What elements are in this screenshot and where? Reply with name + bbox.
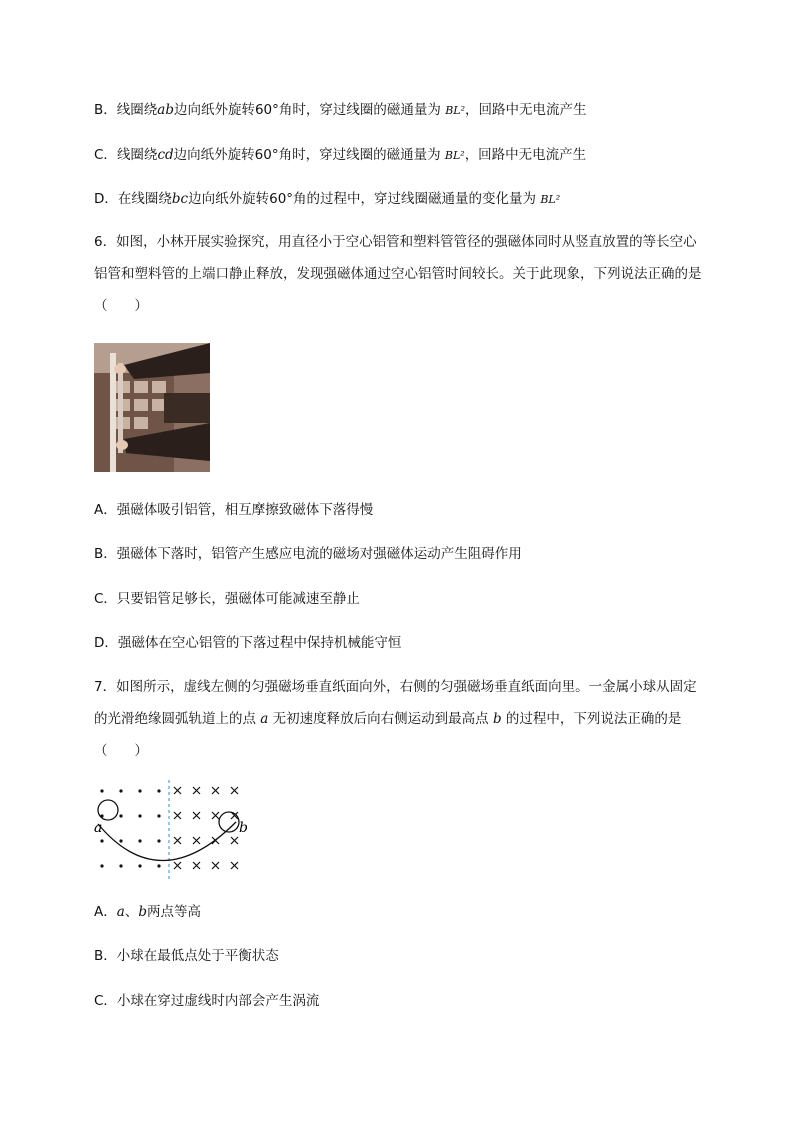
option-text: 线圈绕 [116, 147, 158, 163]
q5-option-c [94, 145, 586, 166]
angle-value: 60° [269, 191, 294, 207]
stem-text: 的过程中，下列说法正确的是（ ） [94, 711, 682, 759]
flux-expr: BL² [540, 193, 561, 206]
option-text: 小球在穿过虚线时内部会产生涡流 [116, 993, 320, 1009]
option-text: 在线圈绕 [117, 191, 172, 207]
flux-expr: BL² [444, 149, 465, 162]
q7-option-a [94, 902, 201, 922]
ball-a [98, 800, 118, 820]
option-text: 角时，穿过线圈的磁通量为 [278, 147, 441, 163]
option-text: 边向纸外旋转 [188, 191, 270, 207]
q6-option-a: A．强磁体吸引铝管，相互摩擦致磁体下落得慢 [94, 502, 374, 518]
photo-illustration [94, 343, 210, 472]
option-label: C． [94, 147, 117, 163]
math-var: cd [157, 147, 174, 163]
math-var: bc [171, 191, 189, 207]
math-var: ab [157, 102, 174, 118]
q5-option-b [94, 100, 587, 121]
option-text: ，回路中无电流产生 [465, 102, 587, 118]
option-text: 两点等高 [146, 904, 201, 920]
stem-text: 7．如图所示，虚线左侧的匀强磁场垂直纸面向外，右侧的匀强磁场垂直纸面向里。一金属小球从固定的光滑绝缘圆弧轨道上的点 [94, 679, 697, 727]
option-text: 角时，穿过线圈的磁通量为 [278, 102, 441, 118]
separator: 、 [124, 904, 139, 920]
flux-expr: BL² [445, 104, 466, 117]
q7-stem [94, 671, 704, 767]
option-text: 边向纸外旋转 [173, 102, 255, 118]
option-text: 线圈绕 [116, 102, 158, 118]
angle-value: 60° [254, 102, 279, 118]
option-text: 小球在最低点处于平衡状态 [116, 948, 279, 964]
q7-option-c [94, 991, 319, 1011]
q6-stem: 6．如图，小林开展实验探究，用直径小于空心铝管和塑料管管径的强磁体同时从竖直放置的等长空心铝管和塑料管的上端口静止释放，发现强磁体通过空心铝管时间较长。关于此现象，下列说法正确的是（ ） [94, 234, 702, 314]
field-dots [100, 789, 160, 867]
option-label: C． [94, 993, 117, 1009]
option-label: B． [94, 102, 117, 118]
stem-text: 无初速度释放后向右侧运动到最高点 [268, 711, 493, 727]
experiment-photo [94, 343, 210, 472]
math-var: a [116, 904, 125, 920]
option-label: D． [94, 191, 118, 207]
math-var: a [260, 711, 269, 727]
angle-value: 60° [254, 147, 279, 163]
label-a: a [94, 820, 103, 836]
option-text: 角的过程中，穿过线圈磁通量的变化量为 [293, 191, 537, 207]
q5-option-d [94, 189, 560, 210]
option-label: B． [94, 948, 117, 964]
q7-option-b [94, 946, 279, 966]
field-diagram [90, 780, 250, 880]
option-label: A． [94, 904, 117, 920]
q6-option-c: C．只要铝管足够长，强磁体可能减速至静止 [94, 591, 360, 607]
math-var: b [492, 711, 502, 727]
q6-option-d: D．强磁体在空心铝管的下落过程中保持机械能守恒 [94, 635, 402, 651]
q6-option-b: B．强磁体下落时，铝管产生感应电流的磁场对强磁体运动产生阻碍作用 [94, 546, 522, 562]
label-b: b [239, 820, 248, 836]
magnetic-field-figure [90, 780, 250, 880]
option-text: ，回路中无电流产生 [464, 147, 587, 163]
option-text: 边向纸外旋转 [173, 147, 255, 163]
math-var: b [138, 904, 147, 920]
